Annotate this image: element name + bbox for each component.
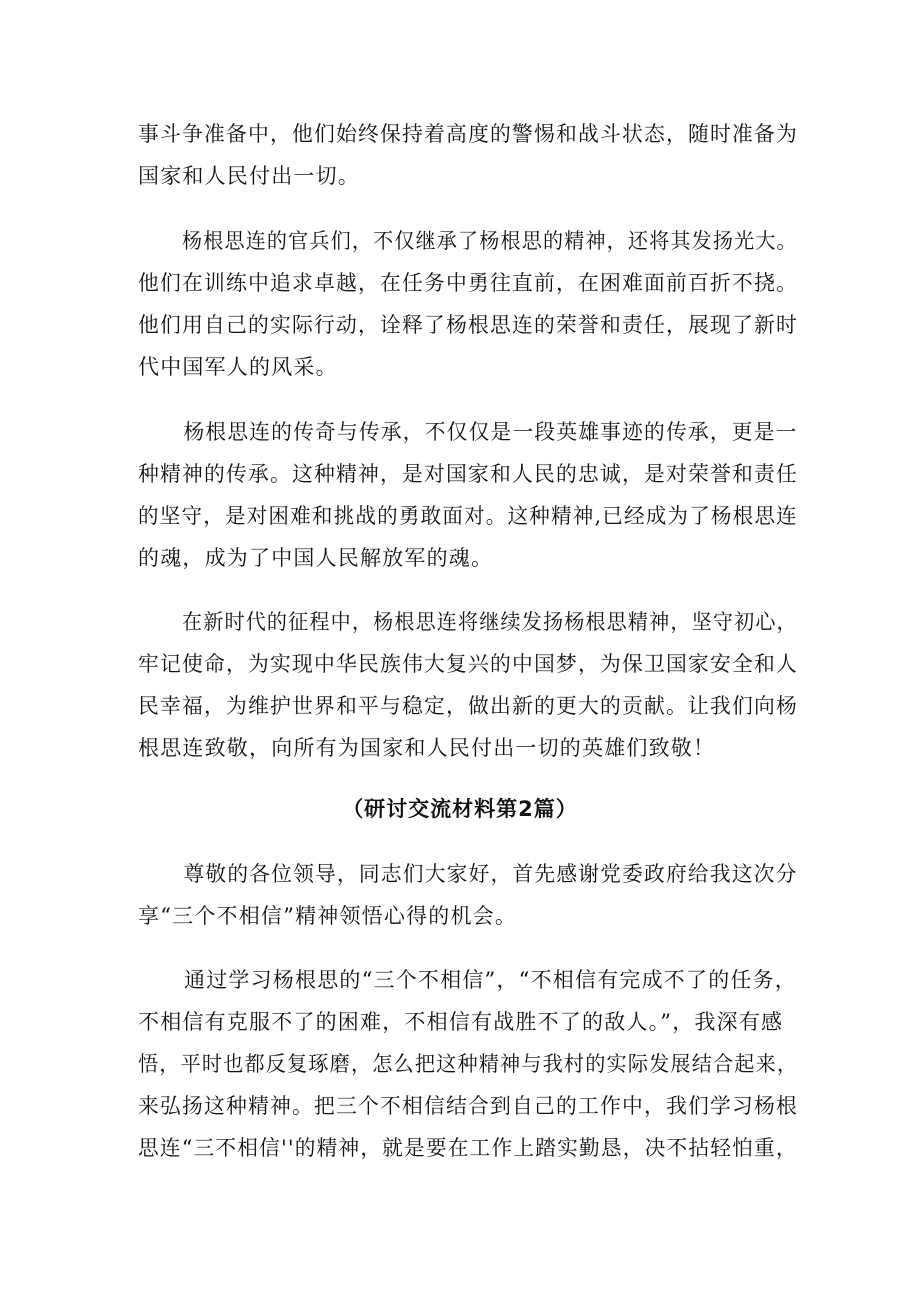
paragraph-line: 来弘扬这种精神。把三个不相信结合到自己的工作中，我们学习杨根: [138, 1094, 799, 1118]
paragraph-line: 思连“三不相信''的精神，就是要在工作上踏实勤恳，决不拈轻怕重，: [138, 1136, 798, 1160]
paragraph-line: 通过学习杨根思的“三个不相信”，“不相信有完成不了的任务，: [184, 968, 798, 992]
paragraph-3: [138, 411, 798, 579]
paragraph-2: [138, 220, 798, 388]
paragraph-line: 民幸福，为维护世界和平与稳定，做出新的更大的贡献。让我们向杨: [138, 694, 799, 718]
paragraph-line: 悟，平时也都反复琢磨，怎么把这种精神与我村的实际发展结合起来，: [138, 1052, 799, 1076]
paragraph-line: 他们在训练中追求卓越，在任务中勇往直前，在困难面前百折不挠。: [138, 271, 799, 295]
paragraph-4: [138, 601, 798, 769]
paragraph-line: 的魂，成为了中国人民解放军的魂。: [138, 546, 494, 570]
paragraph-1: [138, 113, 798, 197]
paragraph-line: 他们用自己的实际行动，诠释了杨根思连的荣誉和责任，展现了新时: [138, 313, 799, 337]
paragraph-line: 种精神的传承。这种精神，是对国家和人民的忠诚，是对荣誉和责任: [138, 462, 799, 486]
paragraph-line: 的坚守，是对困难和挑战的勇敢面对。这种精神,已经成为了杨根思连: [138, 504, 798, 528]
paragraph-line: 杨根思连的官兵们，不仅继承了杨根思的精神，还将其发扬光大。: [181, 229, 798, 253]
paragraph-line: 代中国军人的风采。: [138, 355, 338, 379]
paragraph-line: 国家和人民付出一切。: [138, 164, 360, 188]
paragraph-5: [138, 853, 798, 937]
paragraph-line: 牢记使命，为实现中华民族伟大复兴的中国梦，为保卫国家安全和人: [138, 652, 799, 676]
section-heading: （研讨交流材料第2篇）: [342, 797, 578, 821]
paragraph-line: 杨根思连的传奇与传承，不仅仅是一段英雄事迹的传承，更是一: [183, 420, 798, 444]
paragraph-6: [138, 959, 798, 1169]
paragraph-line: 享“三个不相信”精神领悟心得的机会。: [138, 904, 518, 928]
paragraph-line: 尊敬的各位领导，同志们大家好，首先感谢党委政府给我这次分: [183, 862, 798, 886]
paragraph-line: 在新时代的征程中，杨根思连将继续发扬杨根思精神，坚守初心，: [181, 610, 798, 634]
paragraph-line: 根思连致敬，向所有为国家和人民付出一切的英雄们致敬！: [138, 736, 716, 760]
paragraph-line: 事斗争准备中，他们始终保持着高度的警惕和战斗状态，随时准备为: [138, 122, 799, 146]
paragraph-line: 不相信有克服不了的困难，不相信有战胜不了的敌人。”，我深有感: [138, 1010, 784, 1034]
